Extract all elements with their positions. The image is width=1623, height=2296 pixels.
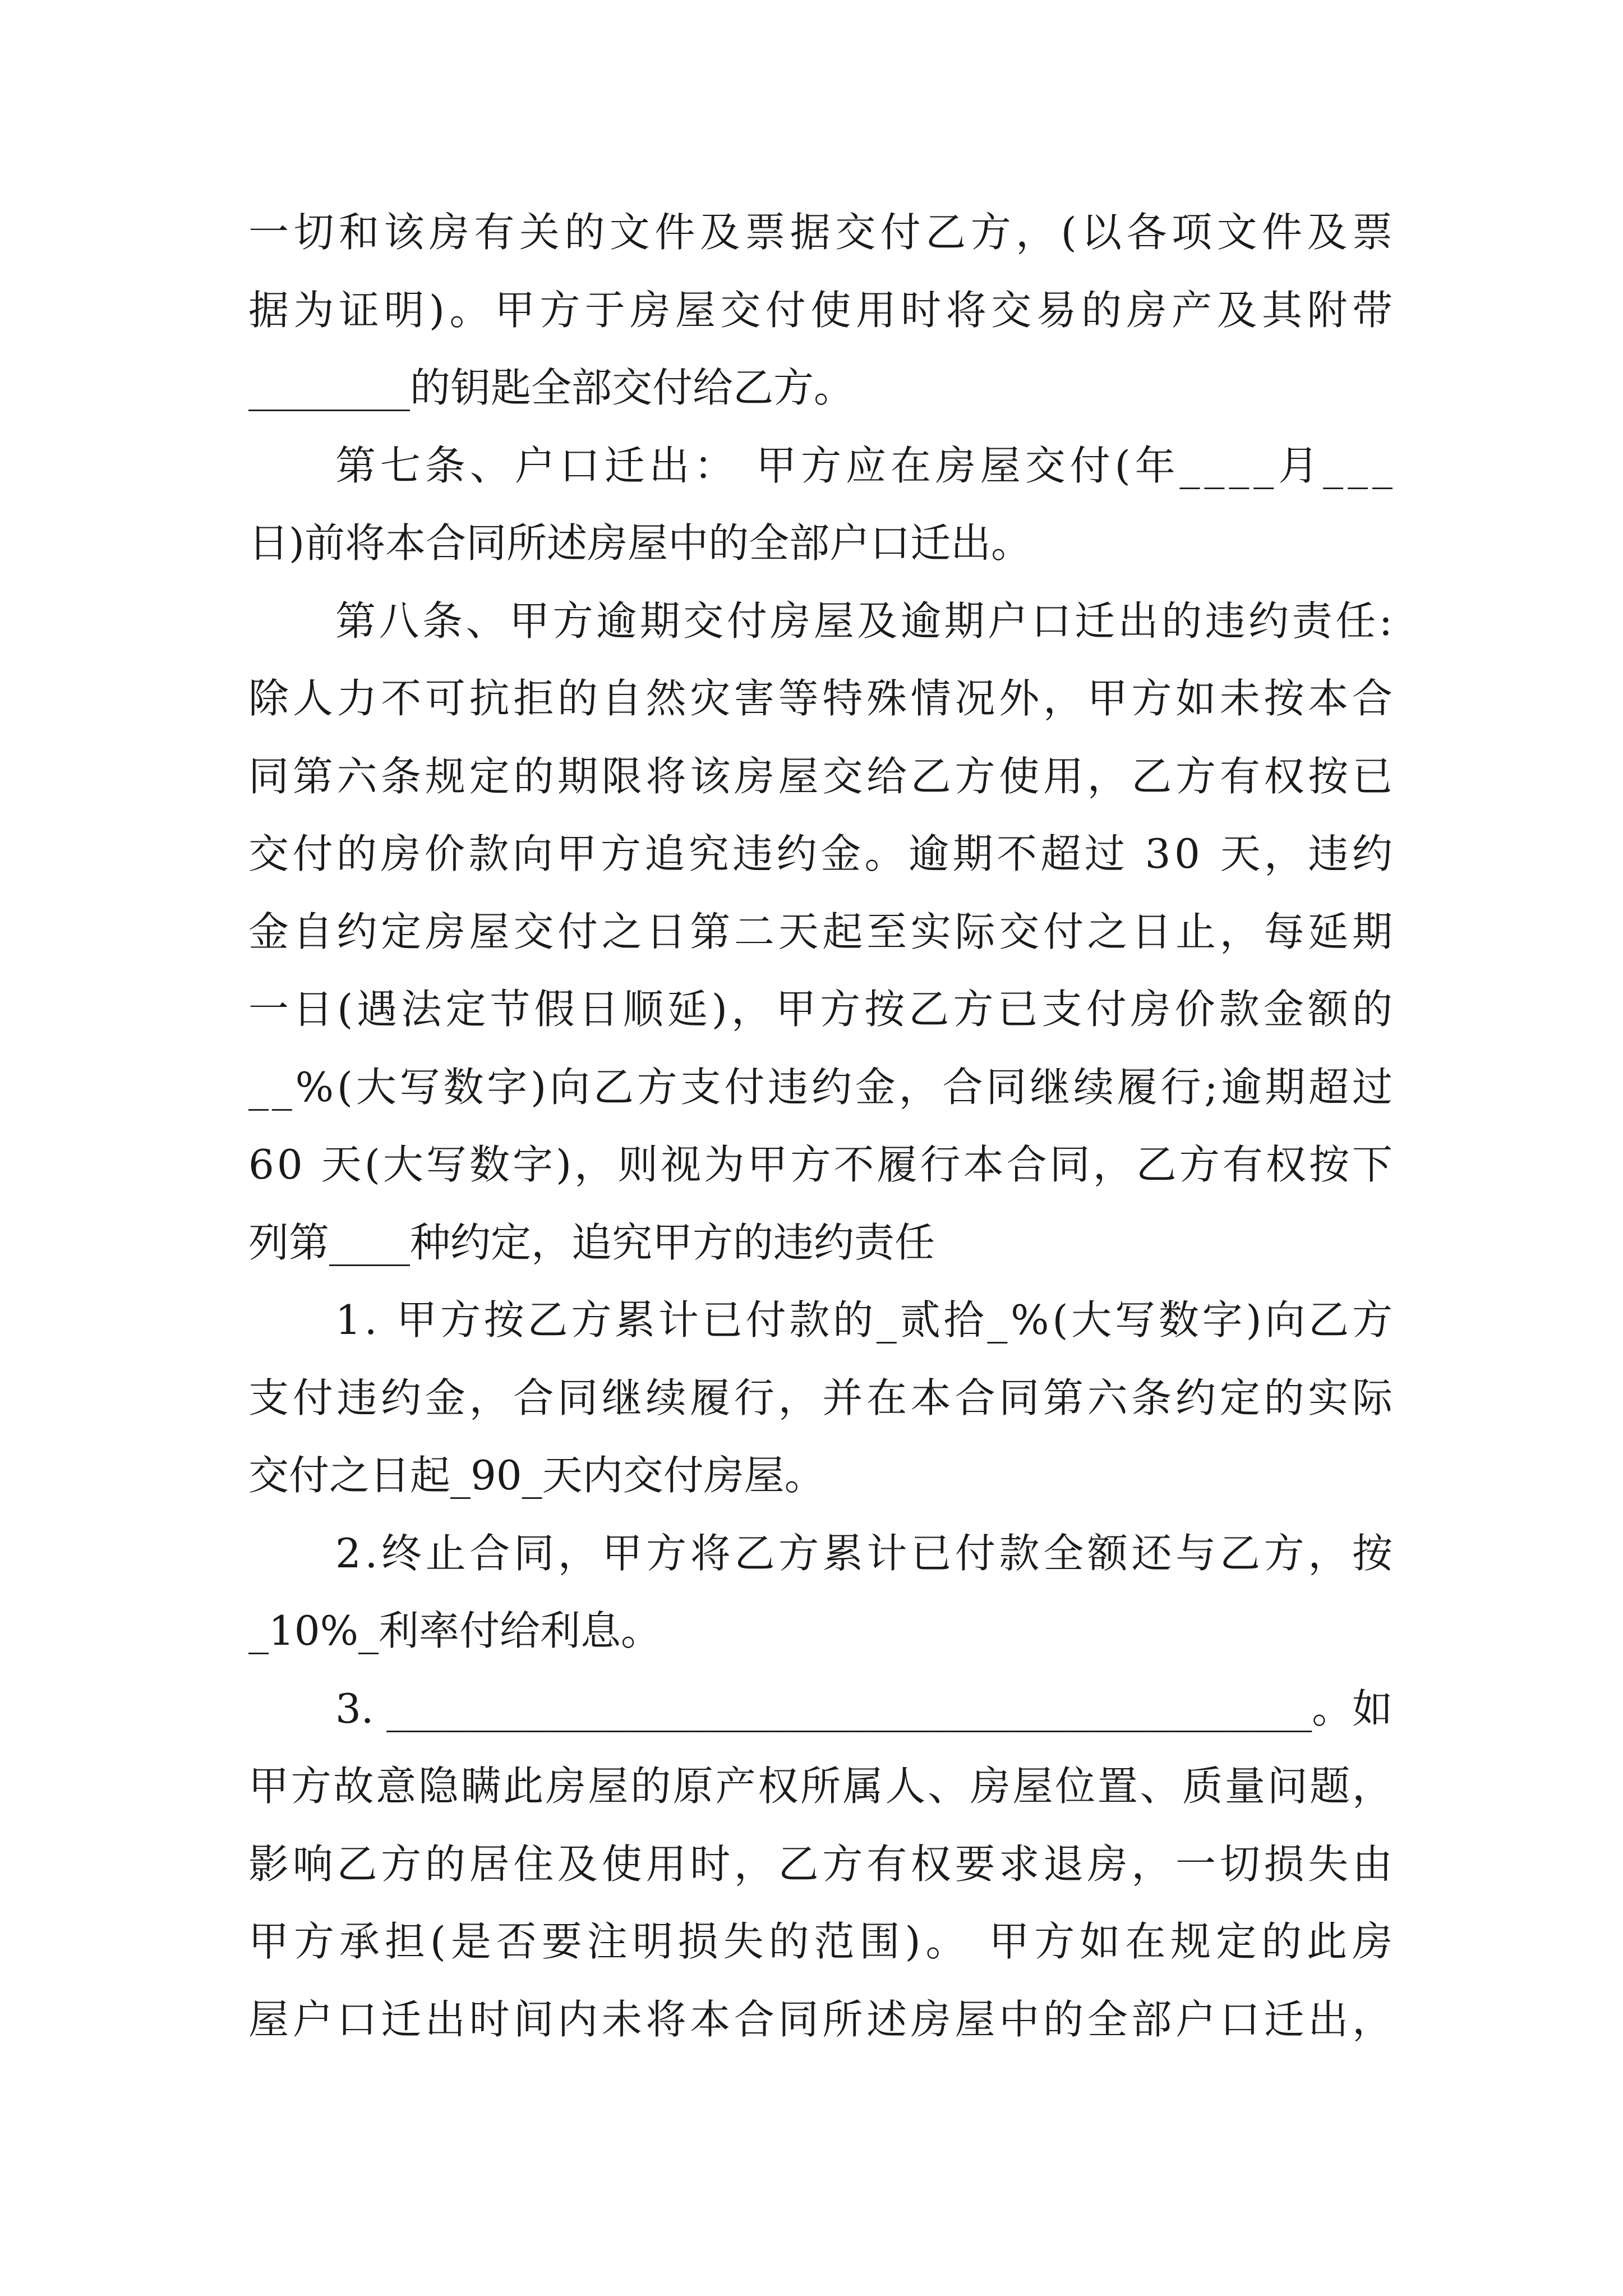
text-line: 金自约定房屋交付之日第二天起至实际交付之日止，每延期 <box>248 908 1396 955</box>
text-line: 一切和该房有关的文件及票据交付乙方，(以各项文件及票 <box>248 209 1398 256</box>
text-line: 支付违约金，合同继续履行，并在本合同第六条约定的实际 <box>248 1374 1396 1421</box>
text-line: 第七条、户口迁出： 甲方应在房屋交付(年____月___ <box>335 441 1397 489</box>
text-line: 交付的房价款向甲方追究违约金。逾期不超过 30 天，违约 <box>248 830 1396 877</box>
text-line: 3. ______________________________________________。如 <box>335 1685 1393 1732</box>
text-line: 日)前将本合同所述房屋中的全部户口迁出。 <box>248 519 1032 567</box>
text-line: _10%_利率付给利息。 <box>248 1607 662 1654</box>
text-line: 甲方故意隐瞒此房屋的原产权所属人、房屋位置、质量问题， <box>248 1763 1395 1810</box>
text-line: ________的钥匙全部交付给乙方。 <box>248 364 855 411</box>
text-line: 第八条、甲方逾期交付房屋及逾期户口迁出的违约责任: <box>335 597 1396 645</box>
text-line: 交付之日起_90_天内交付房屋。 <box>248 1452 825 1499</box>
text-line: 据为证明)。甲方于房屋交付使用时将交易的房产及其附带 <box>248 286 1398 334</box>
text-line: 同第六条规定的期限将该房屋交给乙方使用，乙方有权按已 <box>248 752 1396 800</box>
text-line: 一日(遇法定节假日顺延)，甲方按乙方已支付房价款金额的 <box>248 986 1397 1033</box>
text-line: 甲方承担(是否要注明损失的范围)。 甲方如在规定的此房 <box>248 1918 1398 1965</box>
text-line: 1. 甲方按乙方累计已付款的_贰拾_%(大写数字)向乙方 <box>335 1296 1396 1343</box>
text-line: 屋户口迁出时间内未将本合同所述房屋中的全部户口迁出， <box>248 1995 1396 2043</box>
text-line: 列第____种约定，追究甲方的违约责任 <box>248 1218 935 1266</box>
text-line: __%(大写数字)向乙方支付违约金，合同继续履行;逾期超过 <box>248 1063 1396 1111</box>
text-line: 60 天(大写数字)，则视为甲方不履行本合同，乙方有权按下 <box>248 1141 1396 1188</box>
text-line: 除人力不可抗拒的自然灾害等特殊情况外，甲方如未按本合 <box>248 675 1396 722</box>
text-line: 影响乙方的居住及使用时，乙方有权要求退房，一切损失由 <box>248 1840 1396 1888</box>
contract-text-body <box>248 194 1398 2058</box>
text-line: 2.终止合同，甲方将乙方累计已付款全额还与乙方，按 <box>335 1529 1396 1577</box>
